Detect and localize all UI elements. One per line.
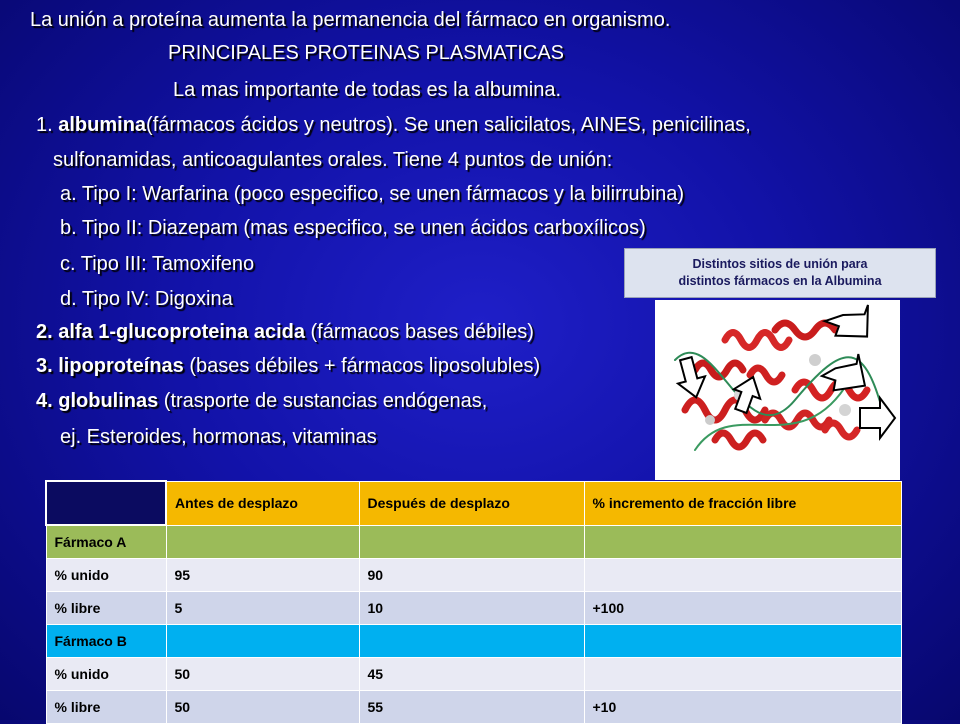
title-heading: PRINCIPALES PROTEINAS PLASMATICAS [168,42,565,64]
albumina-continuation: sulfonamidas, anticoagulantes orales. Tiene 4 puntos de unión: [53,149,613,171]
arrow-icon [728,372,767,415]
globulinas-description: (trasporte de sustancias endógenas, [158,390,488,412]
caption-line-2: distintos fármacos en la Albumina [678,274,882,288]
drug-a-label: Fármaco A [46,525,166,559]
item-glucoproteina [36,321,534,344]
displacement-table [45,480,902,724]
header-before: Antes de desplazo [166,481,359,525]
lipoproteinas-label: 3. lipoproteínas [36,355,184,377]
item-albumina [36,114,751,137]
site-type-3: c. Tipo III: Tamoxifeno [60,253,255,275]
site-type-1: a. Tipo I: Warfarina (poco especifico, se unen fármacos y la bilirrubina) [60,183,684,205]
header-increase: % incremento de fracción libre [584,481,901,525]
table-corner-cell [46,481,166,525]
item-globulinas [36,390,487,413]
caption-line-1: Distintos sitios de unión para [692,257,868,271]
header-after: Después de desplazo [359,481,584,525]
subtitle-line: La mas importante de todas es la albumina. [173,79,561,101]
drug-b-row [46,625,901,658]
albumina-label: albumina [58,114,147,136]
table-row: % libre 50 55 +10 [46,691,901,724]
table-row: % unido 95 90 [46,559,901,592]
drug-b-label: Fármaco B [46,625,166,658]
item-lipoproteinas [36,355,540,378]
glucoproteina-description: (fármacos bases débiles) [304,321,534,343]
glucoproteina-label: 2. alfa 1-glucoproteina acida [36,321,305,343]
site-type-4: d. Tipo IV: Digoxina [60,288,233,310]
drug-a-row [46,525,901,559]
albumin-structure-image [655,300,900,480]
arrow-icon [820,348,870,395]
table-header-row [46,481,901,525]
arrow-icon [860,398,895,438]
table-row: % libre 5 10 +100 [46,592,901,625]
site-type-2: b. Tipo II: Diazepam (mas especifico, se unen ácidos carboxílicos) [60,217,646,239]
intro-line: La unión a proteína aumenta la permanencia del fármaco en organismo. [30,9,671,31]
figure-caption [624,248,936,298]
item-number: 1. [36,114,53,136]
albumina-description: (fármacos ácidos y neutros). Se unen salicilatos, AINES, penicilinas, [146,114,751,136]
albumin-ribbon-illustration [655,300,900,480]
globulinas-label: 4. globulinas [36,390,159,412]
lipoproteinas-description: (bases débiles + fármacos liposolubles) [183,355,541,377]
arrow-icon [821,300,877,346]
table-row: % unido 50 45 [46,658,901,691]
globulinas-continuation: ej. Esteroides, hormonas, vitaminas [60,426,377,448]
